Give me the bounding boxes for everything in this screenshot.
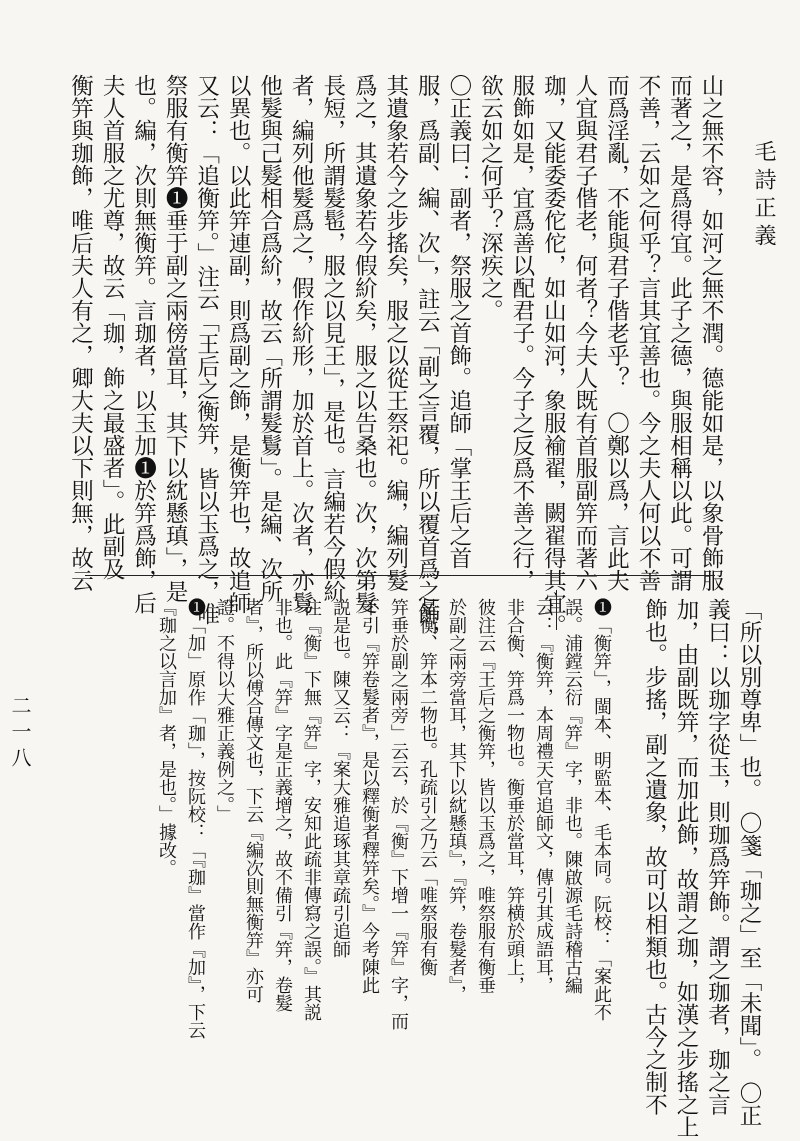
main-text-column: 其遺象若今之步搖矣，服之以從王祭祀。編，編列髮 [382, 74, 409, 592]
main-text-column: 長短，所謂髮髢，服之以見王」，是也。言編若今假紒 [319, 74, 346, 603]
page-number: 二一八 [8, 695, 32, 773]
section-divider [85, 575, 715, 576]
main-text-column: 欲云如之何乎？深疾之。 [477, 74, 504, 322]
footnote-column: 『珈之以言加』者，是也。」據改。 [156, 598, 177, 877]
main-text-column: 衡笄與珈飾，唯后夫人有之，卿大夫以下則無，故云 [67, 74, 94, 592]
main-text-column: 又云：「追衡笄。」注云「王后之衡笄，皆以玉爲之，唯 [193, 74, 220, 626]
main-text-column: 山之無不容，如河之無不潤。德能如是，以象骨飾服 [698, 74, 724, 592]
main-text-column: 不善，云如之何乎？言其宜善也。今之夫人何以不善 [634, 74, 661, 592]
main-text-column: 珈，又能委委佗佗，如山如河，象服褕翟，闕翟得其宜。 [540, 74, 567, 637]
main-text-column: 而著之，是爲得宜。此子之德，與服相稱以此。可謂 [666, 74, 693, 592]
commentary-column: 義曰：以珈字從玉，則珈爲笄飾。謂之珈者，珈之言 [704, 598, 731, 1116]
main-text-column: 〇正義曰：副者，祭服之首飾。追師「掌王后之首 [445, 74, 472, 569]
main-text-column: 也。編，次則無衡笄。言珈者，以玉加❶於笄爲飾，后 [130, 74, 157, 614]
footnote-column: 云：『衡笄，本周禮天官追師文，傳引其成語耳， [533, 598, 554, 994]
footnote-column: 證。不得以大雅正義例之。」 [214, 598, 235, 823]
main-text-column: 者，編列他髮爲之，假作紒形，加於首上。次者，亦鬄 [288, 74, 315, 614]
running-header: 毛詩正義 [751, 140, 776, 252]
commentary-column: 加，由副既笄，而加此飾，故謂之珈，如漢之步搖之上 [673, 598, 699, 1138]
main-text-column: 他髮與己髮相合爲紒，故云「所謂髮鬄」。是編、次所 [256, 74, 283, 603]
main-text-column: 祭服有衡笄❶垂于副之兩傍當耳，其下以紞懸瑱」，是 [162, 74, 189, 603]
footnote-column: 説是也。陳又云：『案大雅追琢其章疏引追師 [330, 598, 351, 958]
footnote-column: 非合衡、笄爲一物也。衡垂於當耳，笄横於頭上， [504, 598, 525, 994]
footnote-column: 彼注云『王后之衡笄，皆以玉爲之，唯祭服有衡垂 [475, 598, 496, 994]
commentary-column: 「所以別尊卑」也。 〇箋「珈之」至「未聞」。 〇正 [736, 598, 762, 1127]
main-text-block [60, 74, 724, 648]
lower-text-block [80, 598, 762, 1138]
footnote-column: 是衡、笄本二物也。孔疏引之乃云「唯祭服有衡 [417, 598, 438, 976]
footnote-column: ❶「加」原作「珈」，按阮校：「『珈』當作『加』，下云 [185, 598, 206, 1039]
main-text-column: 夫人首服之尤尊，故云「珈，飾之最盛者」。此副及 [99, 74, 126, 581]
main-text-column: 服飾如是，宜爲善以配君子。今子之反爲不善之行， [508, 74, 535, 592]
main-text-column: 服，爲副、編、次」，註云「副之言覆，所以覆首爲之飾， [414, 74, 441, 648]
footnote-column: 注『衡』下無『笄』字，安知此疏非傳寫之誤。』其説 [301, 598, 322, 1021]
footnote-column: 誤。浦鏜云衍『笄』字，非也。陳啟源毛詩稽古編 [562, 598, 583, 994]
main-text-column: 以異也。以此笄連副，則爲副之飾，是衡笄也，故追師 [225, 74, 252, 614]
footnote-column: 者』，所以傅合傳文也，下云『編次則無衡笄』亦可 [243, 598, 264, 1003]
main-text-column: 而爲淫亂，不能與君子偕老乎？ 〇鄭以爲，言此夫 [603, 74, 630, 592]
footnote-column: 非也。此『笄』字是正義增之，故不備引『笄，卷髮 [272, 598, 293, 1012]
footnote-column: ❶「衡笄」，閩本、明監本、毛本同。阮校：「案此不 [591, 598, 612, 1021]
footnote-column: 不引『笄卷髮者』，是以釋衡者釋笄矣。』今考陳此 [359, 598, 380, 994]
main-text-column: 爲之，其遺象若今假紒矣，服之以告桑也。次，次第髮 [351, 74, 378, 614]
footnote-column: 於副之兩旁當耳，其下以紞懸瑱』，『笄，卷髮者』， [446, 598, 467, 1003]
main-text-column: 人宜與君子偕老，何者？今夫人既有首服副笄而著六 [571, 74, 598, 592]
commentary-column: 飾也。步搖，副之遺象，故可以相類也。古今之制不 [641, 598, 668, 1116]
footnote-column: 笄垂於副之兩旁」云云，於『衡』下增一『笄』字，而 [388, 598, 409, 1030]
